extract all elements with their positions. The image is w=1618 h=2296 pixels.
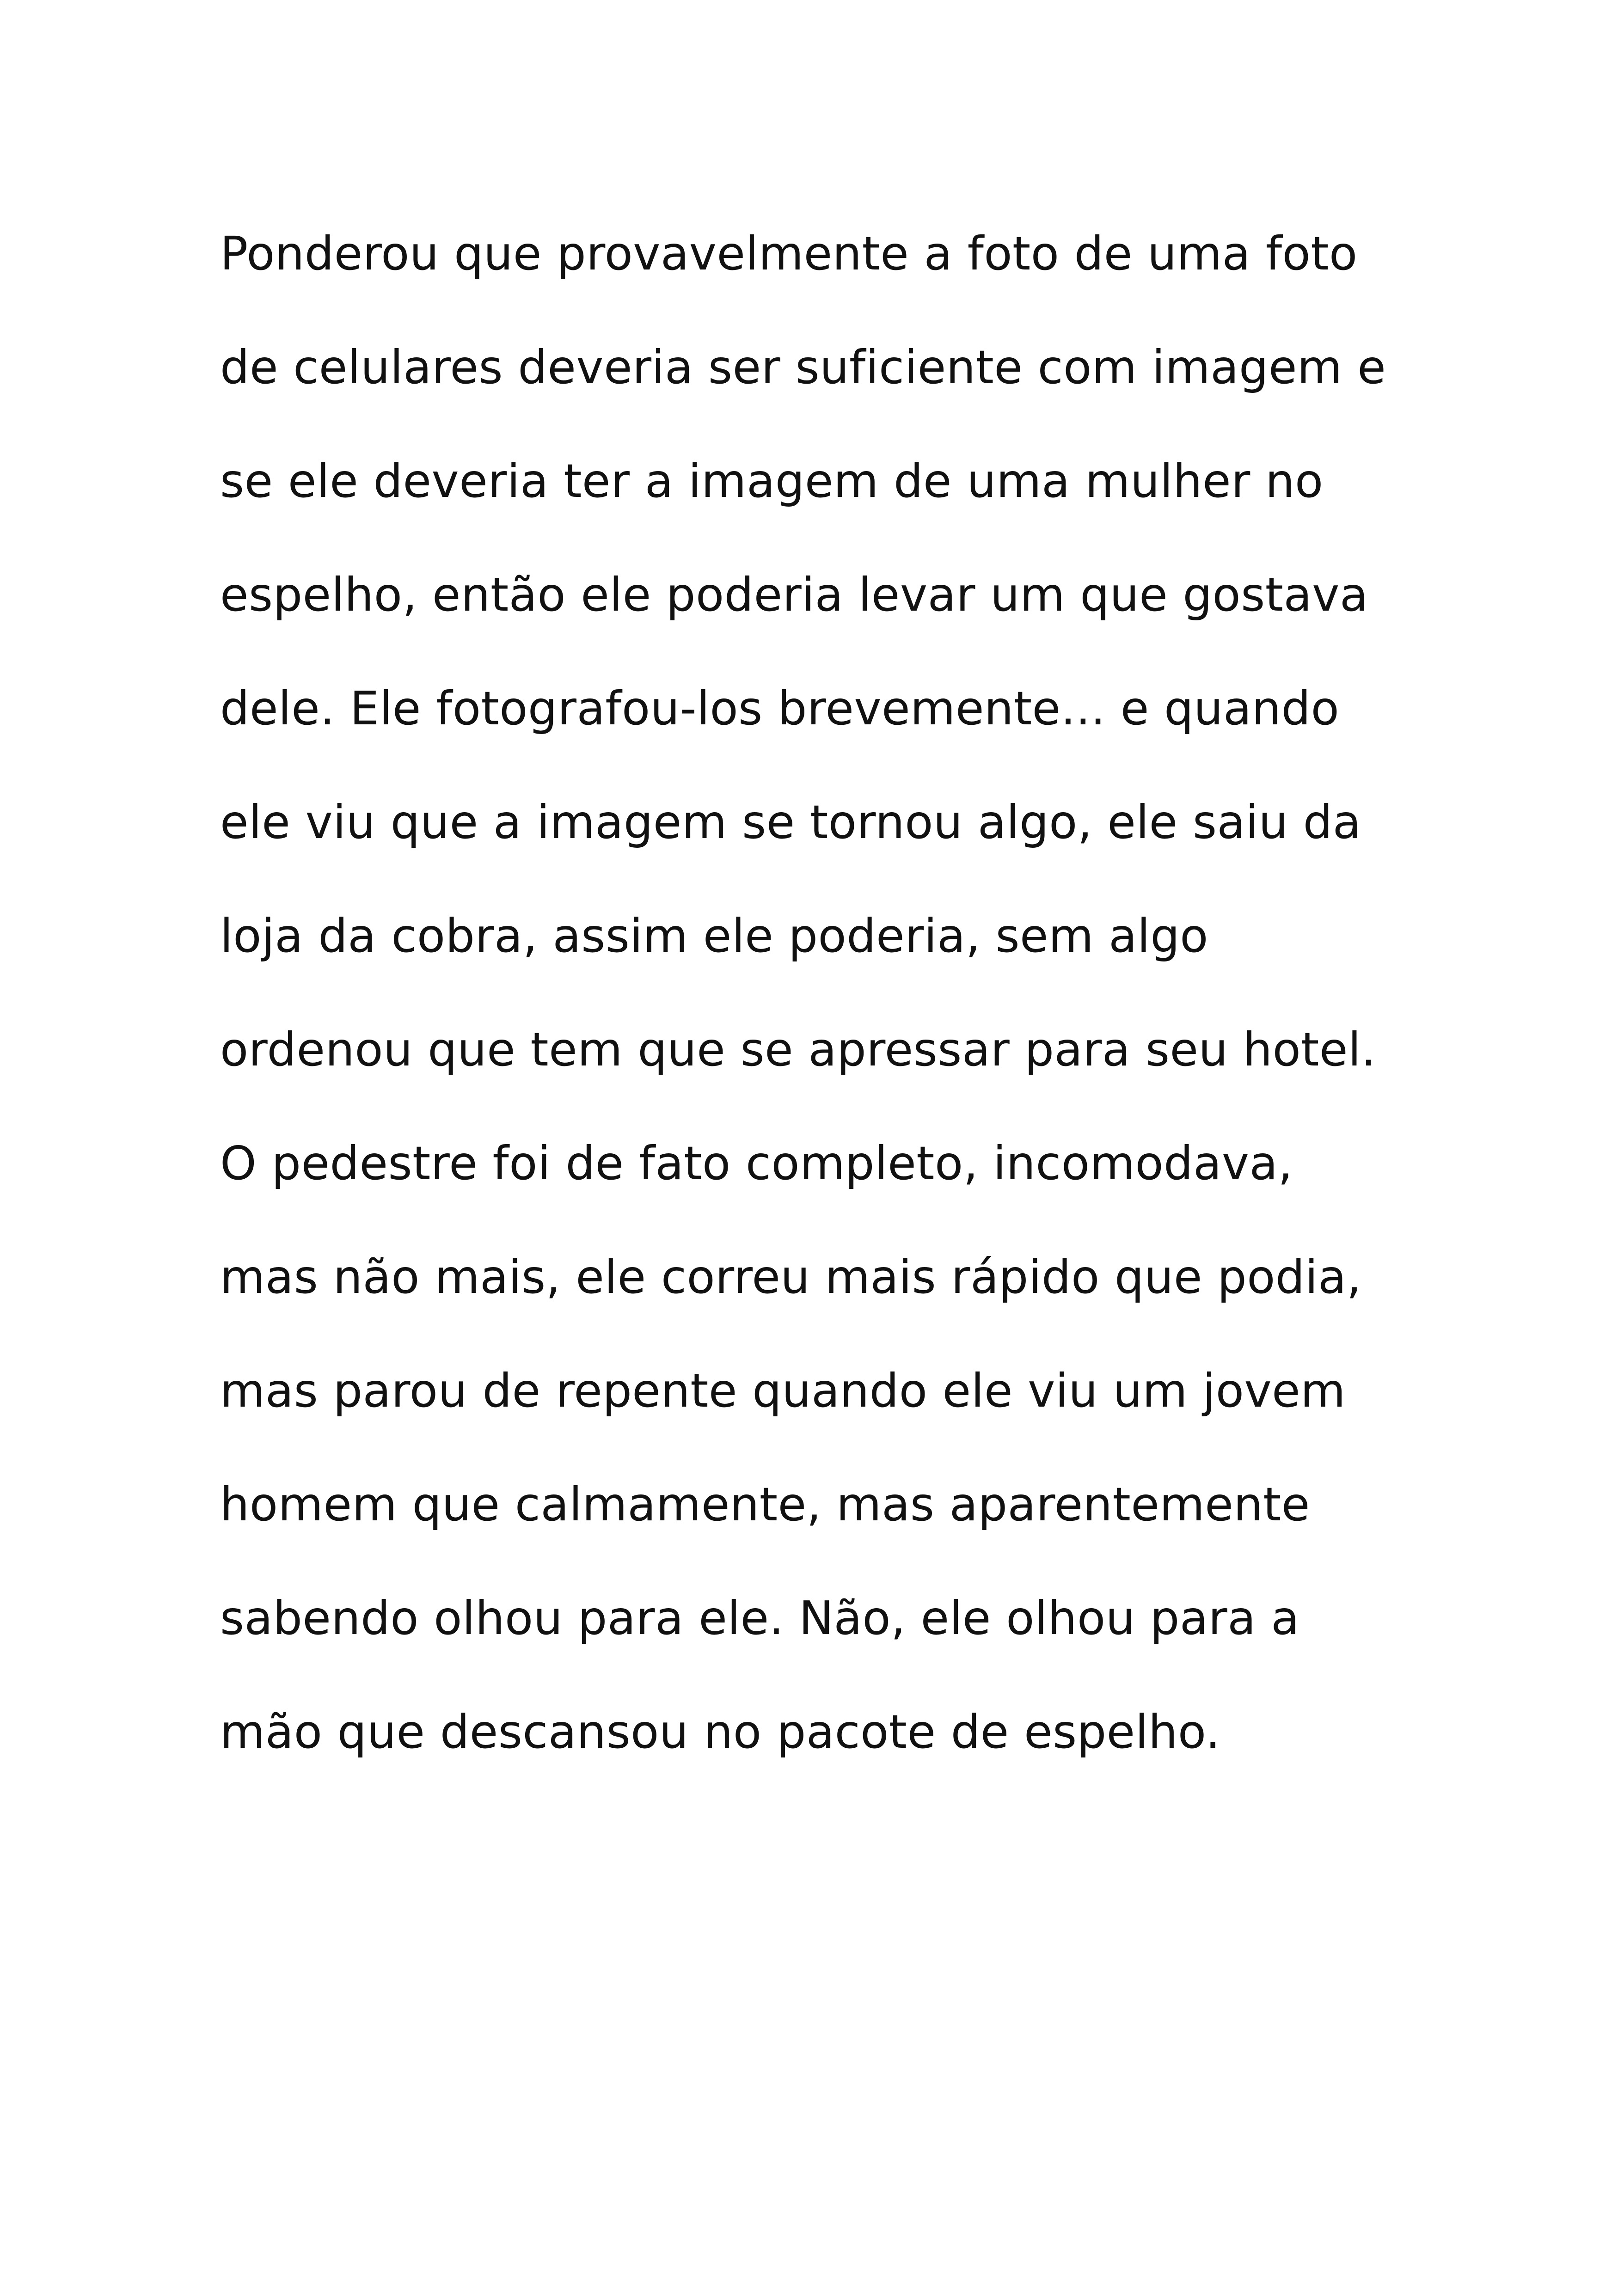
text-line: ele viu que a imagem se tornou algo, ele saiu da <box>220 795 1361 849</box>
text-line: homem que calmamente, mas aparentemente <box>220 1477 1310 1531</box>
text-line: O pedestre foi de fato completo, incomodava, <box>220 1136 1293 1190</box>
text-line: loja da cobra, assim ele poderia, sem algo <box>220 909 1208 963</box>
text-line: ordenou que tem que se apressar para seu hotel. <box>220 1022 1376 1077</box>
text-line: de celulares deveria ser suficiente com imagem e <box>220 340 1386 394</box>
text-line: se ele deveria ter a imagem de uma mulher no <box>220 454 1324 508</box>
text-line: dele. Ele fotografou-los brevemente... e quando <box>220 681 1340 735</box>
text-line: mas não mais, ele correu mais rápido que podia, <box>220 1250 1362 1304</box>
text-line: mas parou de repente quando ele viu um jovem <box>220 1364 1346 1418</box>
text-line: sabendo olhou para ele. Não, ele olhou para a <box>220 1591 1300 1645</box>
text-line: mão que descansou no pacote de espelho. <box>220 1705 1221 1759</box>
text-line: espelho, então ele poderia levar um que gostava <box>220 568 1368 622</box>
text-line: Ponderou que provavelmente a foto de uma foto <box>220 227 1358 281</box>
body-paragraph <box>220 213 1468 1805</box>
